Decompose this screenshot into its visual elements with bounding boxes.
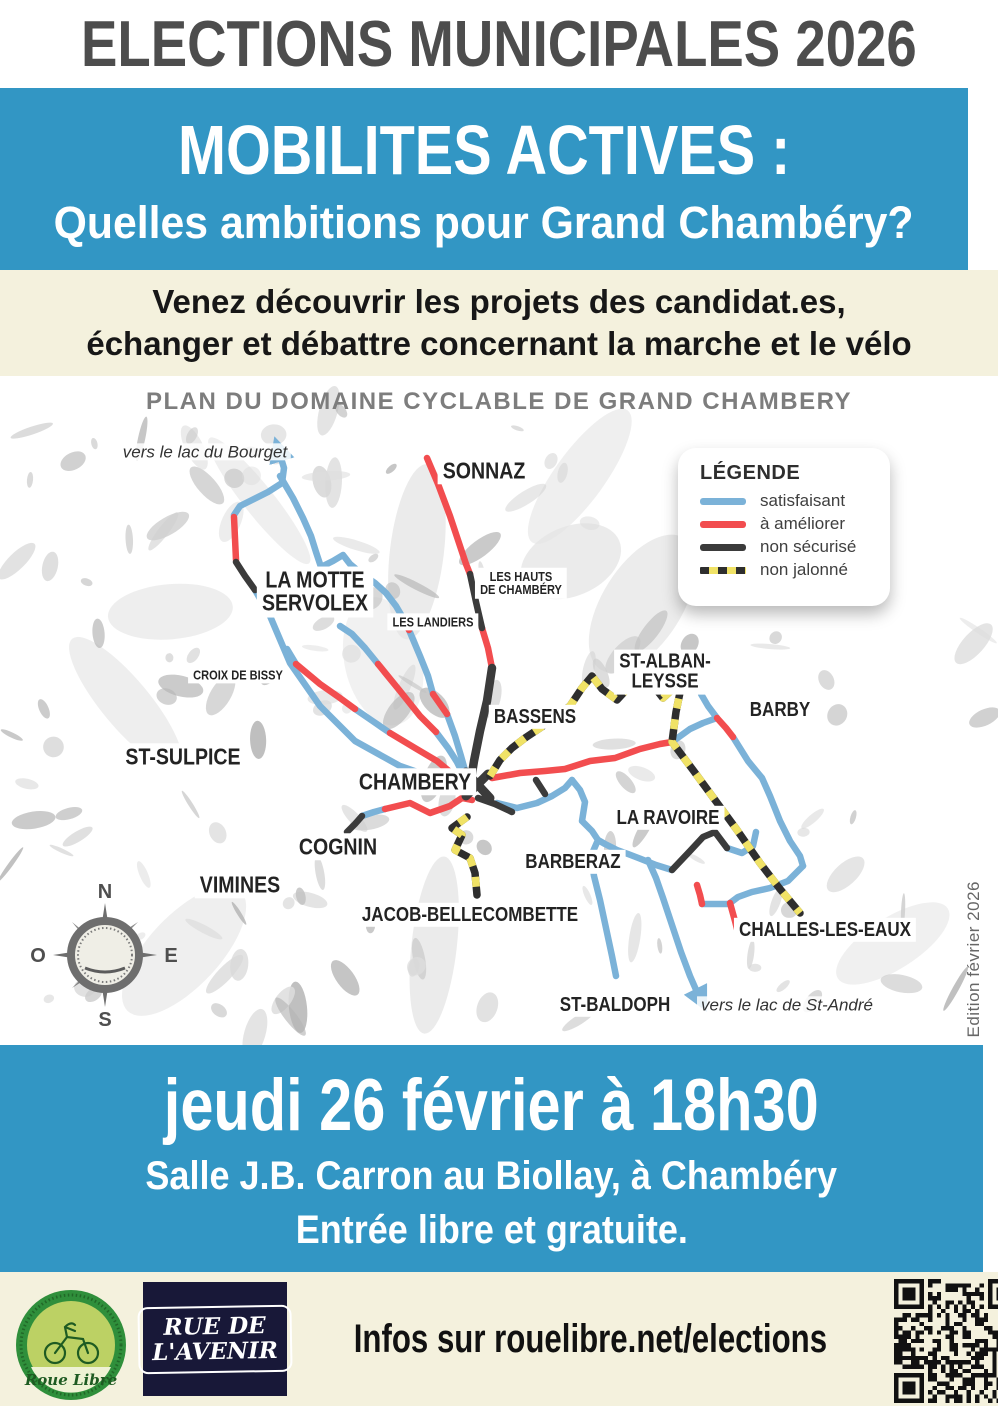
legend-label-black: non sécurisé	[760, 537, 857, 556]
legend-label-red: à améliorer	[760, 514, 846, 533]
legend-item-blue	[700, 493, 890, 509]
map-label-barby: BARBY	[745, 698, 816, 722]
route-black-38	[672, 832, 727, 870]
legend-item-red	[700, 516, 890, 532]
map-label-barberaz: BARBERAZ	[520, 850, 626, 874]
compass-south: S	[98, 1009, 112, 1030]
map-label-lac-st-andre: vers le lac de St-André	[697, 996, 877, 1013]
top-banner	[0, 0, 998, 88]
map-label-chambery: CHAMBERY	[354, 768, 476, 795]
route-red-23	[482, 628, 492, 668]
intro-banner	[0, 270, 998, 376]
compass-east: E	[164, 945, 178, 967]
map-label-croix-de-bissy: CROIX DE BISSY	[188, 666, 288, 683]
route-black-35	[470, 668, 492, 786]
event-banner	[0, 1045, 983, 1272]
map-label-bassens: BASSENS	[489, 705, 581, 729]
rda-line-2: L'AVENIR	[152, 1336, 279, 1367]
route-black-39	[536, 780, 545, 794]
route-black-34	[470, 574, 482, 628]
compass-rose	[30, 880, 180, 1030]
map-title: PLAN DU DOMAINE CYCLABLE DE GRAND CHAMBERY	[145, 388, 853, 415]
legend-item-dashed	[700, 562, 890, 578]
rda-line-1: RUE DE	[163, 1311, 267, 1341]
route-dashed-43	[672, 678, 800, 913]
roue-libre-logo	[15, 1289, 128, 1402]
route-blue-11	[733, 737, 803, 866]
route-blue-18	[648, 860, 703, 1004]
map-label-lac-bourget: vers le lac du Bourget	[119, 443, 291, 460]
route-red-31	[730, 903, 738, 933]
route-black-33	[236, 562, 255, 590]
map-label-sonnaz: SONNAZ	[438, 457, 531, 484]
map-label-cognin: COGNIN	[294, 833, 382, 860]
route-red-32	[697, 885, 702, 904]
map-label-vimines: VIMINES	[195, 871, 286, 898]
map-label-st-baldoph: ST-BALDOPH	[555, 993, 676, 1017]
map-section	[0, 376, 998, 1045]
top-banner-title: ELECTIONS MUNICIPALES 2026	[81, 7, 917, 81]
header-banner	[0, 88, 968, 270]
map-label-st-alban-leysse: ST-ALBAN- LEYSSE	[614, 650, 716, 695]
map-label-la-motte-servolex: LA MOTTE SERVOLEX	[257, 567, 373, 618]
legend-items	[700, 493, 890, 578]
map-label-st-sulpice: ST-SULPICE	[120, 743, 245, 770]
compass-west: O	[30, 945, 46, 967]
route-red-30	[717, 718, 733, 737]
event-entry: Entrée libre et gratuite.	[295, 1207, 688, 1252]
legend-swatch-dashed	[700, 567, 746, 574]
legend-swatch-red	[700, 521, 746, 528]
map-label-les-hauts-de-chambery: LES HAUTS DE CHAMBÉRY	[475, 568, 567, 599]
route-blue-16	[572, 780, 616, 976]
route-blue-14	[701, 682, 717, 718]
map-label-jacob-bellecombette: JACOB-BELLECOMBETTE	[357, 903, 583, 927]
rue-de-lavenir-logo	[143, 1282, 287, 1396]
legend-swatch-blue	[700, 498, 746, 505]
event-date: jeudi 26 février à 18h30	[164, 1063, 819, 1146]
legend-item-black	[700, 539, 890, 555]
intro-line-2: échanger et débattre concernant la marche et le vélo	[86, 325, 912, 362]
map-label-challes-les-eaux: CHALLES-LES-EAUX	[734, 918, 916, 942]
legend-swatch-black	[700, 544, 746, 551]
route-red-20	[234, 517, 236, 560]
map-label-la-ravoire: LA RAVOIRE	[611, 806, 724, 830]
intro-line-1: Venez découvrir les projets des candidat.es,	[152, 283, 846, 320]
map-label-les-landiers: LES LANDIERS	[387, 613, 478, 630]
footer-info-text: Infos sur rouelibre.net/elections	[353, 1316, 828, 1361]
edition-note: Edition février 2026	[964, 881, 983, 1038]
roue-libre-label: Roue Libre	[24, 1370, 118, 1389]
route-blue-15	[497, 780, 572, 808]
compass-north: N	[97, 881, 113, 903]
legend-title: LÉGENDE	[700, 462, 801, 484]
route-blue-10	[672, 718, 717, 742]
qr-code	[894, 1279, 998, 1403]
footer	[0, 1272, 998, 1406]
legend-label-dashed: non jalonné	[760, 560, 848, 579]
header-title: MOBILITES ACTIVES :	[177, 111, 791, 189]
event-place: Salle J.B. Carron au Biollay, à Chambéry	[145, 1153, 838, 1198]
map-legend	[678, 448, 890, 606]
route-dashed-43	[672, 678, 800, 913]
legend-label-blue: satisfaisant	[760, 491, 846, 510]
header-subtitle: Quelles ambitions pour Grand Chambéry?	[54, 197, 914, 248]
